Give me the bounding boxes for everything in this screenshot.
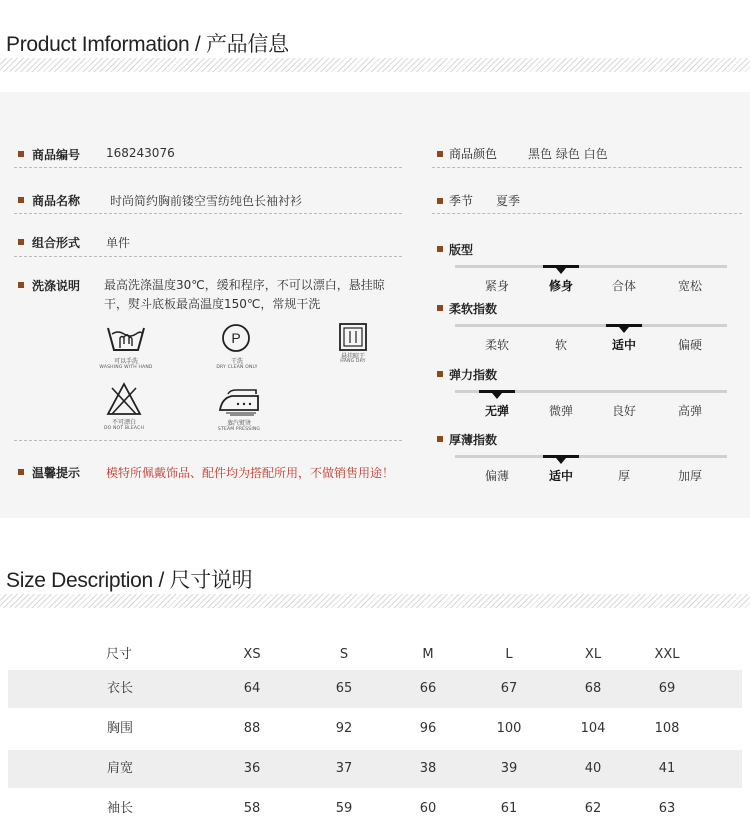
bullet-icon: [18, 197, 24, 203]
row-divider: [432, 213, 742, 214]
size-table-cell: 63: [658, 801, 676, 816]
size-table-row: [8, 790, 742, 817]
scale-title: 厚薄指数: [449, 433, 498, 447]
size-table-cell: 100: [496, 721, 522, 736]
hand-wash-caption-en: WASHING WITH HAND: [99, 365, 153, 370]
size-table-cell: 衣长: [106, 681, 134, 696]
size-section-title: Size Description / 尺寸说明: [6, 569, 253, 592]
size-table-cell: 胸围: [106, 721, 134, 736]
size-table-cell: 40: [584, 761, 602, 776]
size-table-cell: 96: [419, 721, 437, 736]
size-table-cell: 58: [243, 801, 261, 816]
product-info-title: Product Imformation / 产品信息: [6, 33, 289, 56]
code-value: 168243076: [106, 146, 175, 160]
size-table-cell: 88: [243, 721, 261, 736]
size-header-cell: S: [339, 647, 349, 662]
size-table-cell: 69: [658, 681, 676, 696]
size-table-row: [8, 710, 742, 748]
wash-label: 洗涤说明: [32, 279, 81, 293]
dry-clean-icon: [220, 322, 252, 354]
row-divider: [14, 256, 402, 257]
color-label: 商品颜色: [449, 147, 498, 161]
size-header-cell: L: [505, 647, 513, 662]
scale-option: 良好: [611, 404, 637, 418]
size-table-cell: 92: [335, 721, 353, 736]
bullet-icon: [18, 151, 24, 157]
name-label: 商品名称: [32, 194, 81, 208]
scale-option: 厚: [617, 469, 631, 483]
wash-value: 最高洗涤温度30℃，缓和程序，不可以漂白，悬挂晾干，熨斗底板最高温度150℃，常规干洗: [104, 278, 385, 311]
scale-option: 软: [554, 338, 568, 352]
size-table-cell: 59: [335, 801, 353, 816]
code-label: 商品编号: [32, 148, 81, 162]
size-table-cell: 62: [584, 801, 602, 816]
bullet-icon: [18, 239, 24, 245]
size-header-cell: XL: [584, 647, 602, 662]
scale-track: [455, 455, 727, 458]
size-header-cell: XXL: [654, 647, 680, 662]
hang-dry-caption: 悬挂晾干: [340, 353, 366, 360]
bullet-icon: [437, 371, 443, 377]
title-divider: [0, 58, 750, 72]
row-divider: [432, 167, 742, 168]
bullet-icon: [437, 246, 443, 252]
tip-value: 模特所佩戴饰品、配件均为搭配所用，不做销售用途！: [106, 466, 395, 480]
scale-option: 适中: [548, 469, 574, 483]
dry-clean-caption-en: DRY CLEAN ONLY: [216, 365, 258, 370]
color-value: 黑色 绿色 白色: [528, 147, 608, 161]
tip-label: 温馨提示: [32, 466, 81, 480]
scale-track: [455, 324, 727, 327]
size-table-cell: 68: [584, 681, 602, 696]
size-table-cell: 37: [335, 761, 353, 776]
scale-option: 紧身: [484, 279, 510, 293]
row-divider: [14, 440, 402, 441]
no-bleach-caption: 不可漂白: [111, 419, 137, 426]
size-table-header: [8, 636, 742, 674]
scale-option: 宽松: [677, 279, 703, 293]
scale-title: 版型: [449, 243, 474, 257]
scale-pointer-icon: [619, 327, 629, 333]
size-table-cell: 65: [335, 681, 353, 696]
scale-pointer-icon: [556, 268, 566, 274]
size-table-row: [8, 670, 742, 708]
name-value: 时尚简约胸前镂空雪纺纯色长袖衬衫: [110, 194, 303, 208]
hand-wash-caption: 可以手洗: [113, 358, 139, 365]
size-table-cell: 60: [419, 801, 437, 816]
scale-option: 偏薄: [484, 469, 510, 483]
combo-value: 单件: [106, 236, 131, 250]
no-bleach-icon: [106, 382, 142, 416]
row-divider: [14, 167, 402, 168]
no-bleach-caption-en: DO NOT BLEACH: [103, 426, 145, 431]
size-table-cell: 36: [243, 761, 261, 776]
scale-option: 适中: [611, 338, 637, 352]
bullet-icon: [437, 305, 443, 311]
bullet-icon: [437, 198, 443, 204]
hang-dry-caption-en: HANG DRY: [340, 359, 366, 364]
size-table-cell: 104: [580, 721, 606, 736]
scale-option: 合体: [611, 279, 637, 293]
row-divider: [14, 213, 402, 214]
scale-track: [455, 265, 727, 268]
bullet-icon: [18, 469, 24, 475]
size-table-cell: 61: [500, 801, 518, 816]
size-table-cell: 袖长: [106, 801, 134, 816]
size-table-cell: 41: [658, 761, 676, 776]
scale-pointer-icon: [556, 458, 566, 464]
scale-title: 弹力指数: [449, 368, 498, 382]
season-label: 季节: [449, 194, 474, 208]
size-table-cell: 67: [500, 681, 518, 696]
scale-option: 偏硬: [677, 338, 703, 352]
scale-option: 高弹: [677, 404, 703, 418]
combo-label: 组合形式: [32, 236, 81, 250]
size-table-cell: 108: [654, 721, 680, 736]
size-table-cell: 66: [419, 681, 437, 696]
scale-option: 无弹: [484, 404, 510, 418]
scale-pointer-icon: [492, 393, 502, 399]
svg-text:P: P: [231, 330, 241, 346]
bullet-icon: [437, 151, 443, 157]
bullet-icon: [437, 436, 443, 442]
size-table-cell: 39: [500, 761, 518, 776]
bullet-icon: [18, 282, 24, 288]
steam-iron-caption: 蒸汽熨烫: [226, 420, 252, 427]
scale-option: 加厚: [677, 469, 703, 483]
size-table-cell: 肩宽: [106, 761, 134, 776]
hang-dry-icon: [338, 322, 368, 352]
scale-option: 微弹: [548, 404, 574, 418]
size-header-cell: 尺寸: [106, 647, 133, 662]
size-table-cell: 64: [243, 681, 261, 696]
scale-option: 柔软: [484, 338, 510, 352]
steam-iron-caption-en: STEAM PRESSING: [217, 427, 261, 432]
size-header-cell: XS: [243, 647, 261, 662]
steam-iron-icon: [216, 386, 262, 416]
size-header-cell: M: [422, 647, 434, 662]
scale-title: 柔软指数: [449, 302, 498, 316]
size-table-row: [8, 750, 742, 788]
season-value: 夏季: [496, 194, 521, 208]
size-table-cell: 38: [419, 761, 437, 776]
dry-clean-caption: 干洗: [230, 358, 244, 365]
scale-option: 修身: [548, 279, 574, 293]
title-divider: [0, 594, 750, 608]
